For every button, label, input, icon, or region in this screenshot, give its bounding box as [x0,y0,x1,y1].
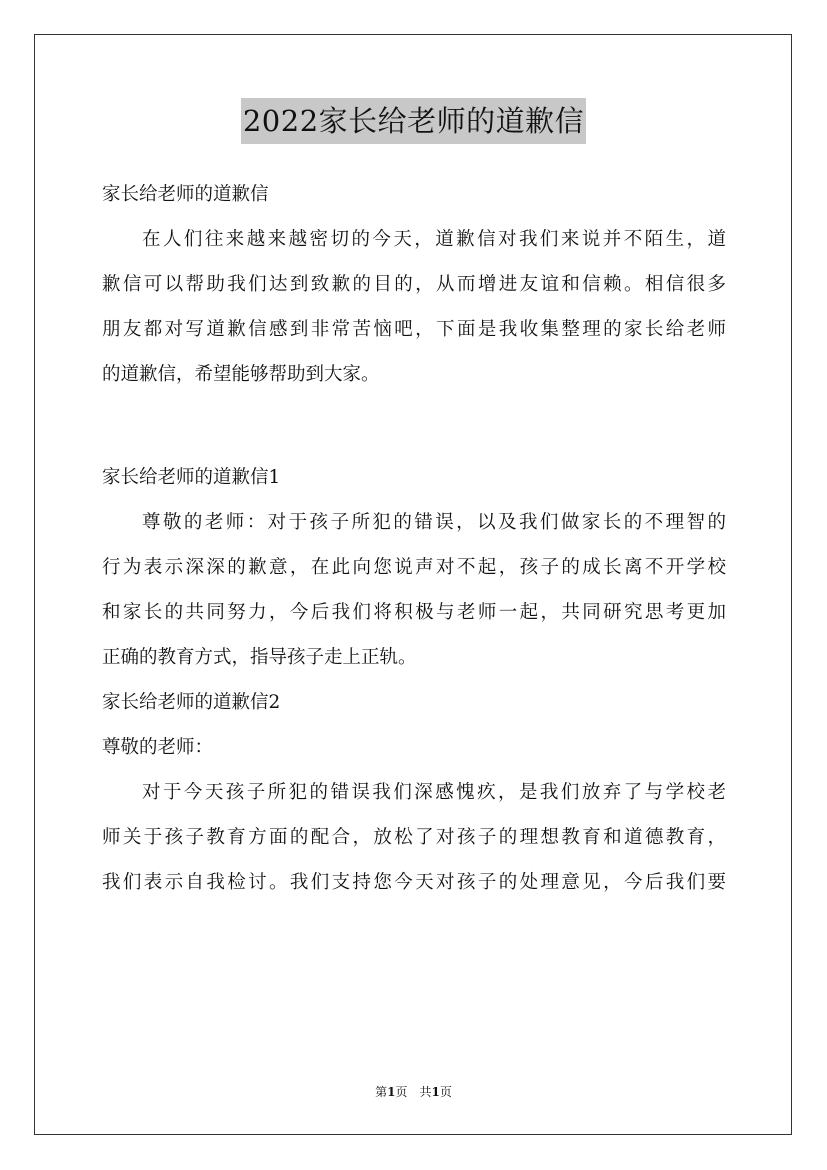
intro-line: 朋友都对写道歉信感到非常苦恼吧，下面是我收集整理的家长给老师 [102,319,726,340]
page-mid: 页 共 [395,1085,432,1099]
intro-line: 在人们往来越来越密切的今天，道歉信对我们来说并不陌生，道 [142,229,726,250]
letter2-heading: 家长给老师的道歉信2 [102,692,281,713]
intro-line: 的道歉信，希望能够帮助到大家。 [102,364,380,385]
page-total-number: 1 [431,1085,440,1099]
document-title: 2022家长给老师的道歉信 [241,98,586,144]
subtitle: 家长给老师的道歉信 [102,184,269,205]
document-body [102,172,726,905]
letter2-line: 对于今天孩子所犯的错误我们深感愧疚，是我们放弃了与学校老 [142,782,726,803]
letter1-line: 行为表示深深的歉意，在此向您说声对不起，孩子的成长离不开学校 [102,557,726,578]
letter1-line: 尊敬的老师：对于孩子所犯的错误，以及我们做家长的不理智的 [142,512,726,533]
spacer [102,397,726,455]
letter2-line: 师关于孩子教育方面的配合，放松了对孩子的理想教育和道德教育， [102,827,726,848]
page-suffix: 页 [439,1085,452,1099]
title-container [0,98,827,144]
letter1-line: 和家长的共同努力，今后我们将积极与老师一起，共同研究思考更加 [102,602,726,623]
letter2-line: 我们表示自我检讨。我们支持您今天对孩子的处理意见，今后我们要 [102,872,726,893]
page-current-number: 1 [387,1085,396,1099]
page-footer [0,1083,827,1101]
letter1-line: 正确的教育方式，指导孩子走上正轨。 [102,647,417,668]
intro-line: 歉信可以帮助我们达到致歉的目的，从而增进友谊和信赖。相信很多 [102,274,726,295]
letter2-salutation: 尊敬的老师： [102,737,214,758]
letter1-heading: 家长给老师的道歉信1 [102,467,281,488]
page-prefix: 第 [375,1085,388,1099]
